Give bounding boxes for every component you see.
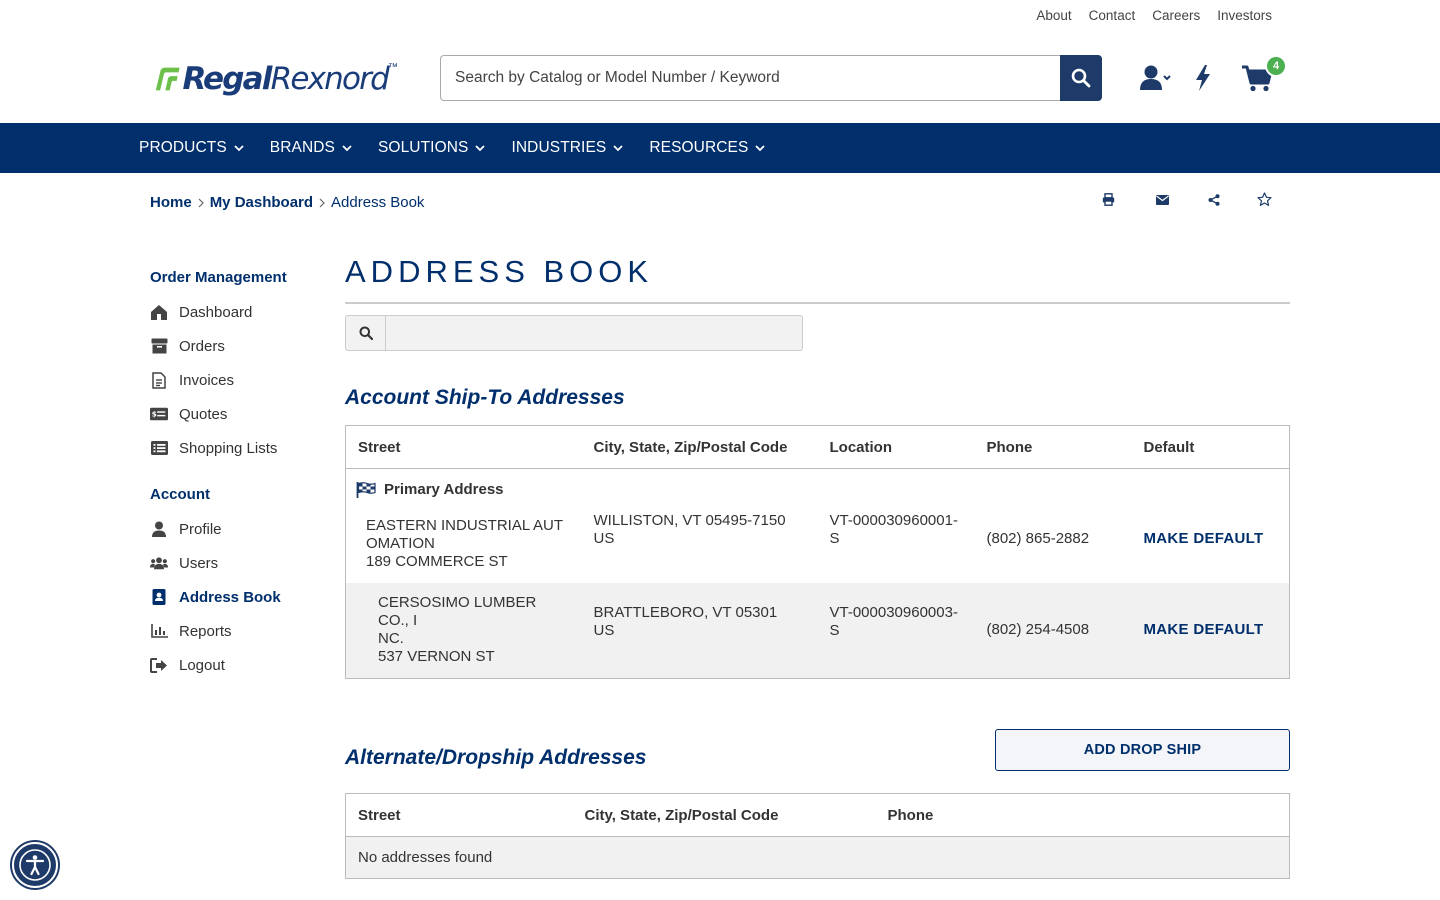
sidebar-item-invoices[interactable]: Invoices: [150, 363, 330, 397]
column-header: City, State, Zip/Postal Code: [573, 794, 876, 837]
street-cell: CERSOSIMO LUMBER CO., I NC. 537 VERNON ST: [346, 583, 582, 679]
address-filter: [345, 315, 803, 351]
breadcrumb-dashboard[interactable]: My Dashboard: [209, 194, 314, 211]
phone-cell: (802) 865-2882: [986, 529, 1090, 547]
breadcrumb-home[interactable]: Home: [150, 194, 192, 211]
order-management-heading: Order Management: [150, 269, 287, 286]
column-header: City, State, Zip/Postal Code: [582, 426, 818, 469]
chevron-down-icon: [342, 145, 352, 152]
share-icon: [1208, 194, 1220, 206]
dropship-table: [345, 793, 1290, 879]
cart-button[interactable]: [1240, 60, 1280, 96]
default-cell: [1132, 583, 1290, 679]
sidebar-item-profile[interactable]: Profile: [150, 512, 330, 546]
column-header: Location: [818, 426, 975, 469]
regal-rexnord-logo[interactable]: [152, 58, 398, 100]
accessibility-button[interactable]: [12, 842, 58, 888]
star-icon: [1257, 192, 1272, 207]
header-actions: [1138, 60, 1280, 96]
city-cell: BRATTLEBORO, VT 05301 US: [582, 583, 818, 679]
favorite-button[interactable]: [1256, 191, 1273, 208]
nav-resources[interactable]: RESOURCES: [649, 139, 765, 157]
page-title: ADDRESS BOOK: [345, 254, 654, 289]
make-default-button[interactable]: MAKE DEFAULT: [1143, 529, 1264, 547]
table-row: [346, 583, 1290, 679]
address-filter-input[interactable]: [385, 315, 803, 351]
print-icon: [1102, 193, 1115, 206]
phone-cell: (802) 254-4508: [975, 583, 1132, 679]
search-icon: [1071, 68, 1091, 88]
table-header-row: [346, 426, 1290, 469]
search-input[interactable]: [440, 55, 1060, 101]
user-dropdown-icon: [1139, 64, 1173, 92]
sidebar-item-orders[interactable]: Orders: [150, 329, 330, 363]
column-header: Phone: [876, 794, 1290, 837]
careers-link[interactable]: Careers: [1152, 8, 1201, 23]
column-header: Street: [346, 426, 582, 469]
box-icon: [150, 337, 168, 355]
lightning-icon: [1194, 64, 1212, 92]
sidebar-item-logout[interactable]: Logout: [150, 648, 330, 682]
sidebar-item-reports[interactable]: Reports: [150, 614, 330, 648]
share-button[interactable]: [1205, 191, 1222, 208]
ship-to-heading: Account Ship-To Addresses: [345, 386, 625, 409]
filter-search-icon: [345, 315, 385, 351]
main-content: [345, 252, 1290, 879]
cart-count-badge: 4: [1265, 55, 1287, 77]
alternate-header: [345, 729, 1290, 771]
make-default-button[interactable]: MAKE DEFAULT: [1143, 621, 1264, 639]
nav-brands[interactable]: BRANDS: [270, 139, 352, 157]
chevron-right-icon: [319, 198, 325, 208]
logo-mark-icon: [152, 64, 181, 94]
sidebar-item-shopping-lists[interactable]: Shopping Lists: [150, 431, 330, 465]
chevron-down-icon: [234, 145, 244, 152]
users-icon: [150, 554, 168, 572]
nav-products[interactable]: PRODUCTS: [139, 139, 244, 157]
account-sidebar: [150, 269, 330, 689]
money-card-icon: [150, 405, 168, 423]
column-header: Phone: [975, 426, 1132, 469]
breadcrumb-current[interactable]: Address Book: [331, 194, 425, 211]
checkered-flag-icon: [356, 482, 376, 498]
envelope-icon: [1156, 195, 1169, 205]
chart-icon: [150, 622, 168, 640]
logout-icon: [150, 656, 168, 674]
column-header: Street: [346, 794, 573, 837]
sidebar-item-dashboard[interactable]: Dashboard: [150, 295, 330, 329]
primary-address-label: Primary Address: [356, 481, 570, 499]
search-button[interactable]: [1060, 55, 1102, 101]
nav-solutions[interactable]: SOLUTIONS: [378, 139, 485, 157]
logo-wordmark: RegalRexnord: [182, 61, 388, 97]
chevron-down-icon: [475, 145, 485, 152]
street-cell: Primary Address EASTERN INDUSTRIAL AUT OMATION 189 COMMERCE ST: [346, 469, 582, 583]
table-header-row: [346, 794, 1290, 837]
location-cell: VT-000030960003- S: [818, 583, 975, 679]
add-drop-ship-button[interactable]: ADD DROP SHIP: [995, 729, 1290, 771]
user-icon: [150, 520, 168, 538]
address-book-icon: [150, 588, 168, 606]
account-menu-button[interactable]: [1138, 60, 1174, 96]
column-header: Default: [1132, 426, 1290, 469]
sidebar-item-address-book[interactable]: Address Book: [150, 580, 330, 614]
alternate-heading: Alternate/Dropship Addresses: [345, 746, 647, 769]
city-cell: WILLISTON, VT 05495-7150 US: [593, 511, 786, 547]
page-actions: [1100, 191, 1273, 208]
sidebar-item-users[interactable]: Users: [150, 546, 330, 580]
breadcrumb: [150, 194, 424, 211]
nav-industries[interactable]: INDUSTRIES: [511, 139, 623, 157]
title-divider: [345, 302, 1290, 304]
about-link[interactable]: About: [1036, 8, 1072, 23]
house-icon: [150, 303, 168, 321]
email-button[interactable]: [1154, 191, 1171, 208]
utility-nav: [1036, 8, 1272, 23]
site-search: [440, 55, 1102, 101]
main-nav: [0, 123, 1440, 173]
default-cell: [1132, 469, 1290, 583]
empty-state-message: No addresses found: [346, 837, 1290, 879]
table-row: [346, 469, 1290, 583]
svg-text:$: $: [151, 409, 157, 419]
document-icon: [150, 371, 168, 389]
quick-order-button[interactable]: [1191, 60, 1215, 96]
chevron-right-icon: [198, 198, 204, 208]
account-heading: Account: [150, 486, 210, 503]
ship-to-table: [345, 425, 1290, 679]
sidebar-item-quotes[interactable]: $ Quotes: [151, 405, 228, 423]
list-icon: [150, 439, 168, 457]
table-row: [346, 837, 1290, 879]
chevron-down-icon: [613, 145, 623, 152]
investors-link[interactable]: Investors: [1217, 8, 1272, 23]
chevron-down-icon: [755, 145, 765, 152]
print-button[interactable]: [1100, 191, 1117, 208]
contact-link[interactable]: Contact: [1088, 8, 1136, 23]
accessibility-icon: [18, 848, 52, 882]
trademark: ™: [388, 62, 398, 73]
location-cell: VT-000030960001- S: [829, 511, 958, 547]
